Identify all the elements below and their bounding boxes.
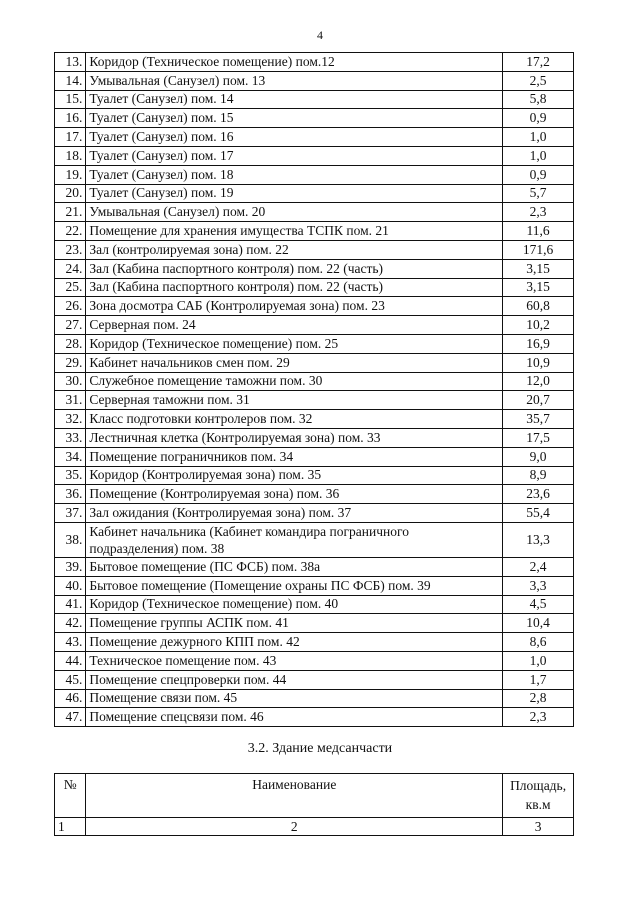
table-row: [55, 447, 574, 466]
row-number: 35.: [55, 466, 86, 485]
room-area: 1,0: [503, 651, 574, 670]
section-heading: 3.2. Здание медсанчасти: [247, 741, 393, 756]
table-row: [55, 316, 574, 335]
row-number: 18.: [55, 146, 86, 165]
room-name: Бытовое помещение (ПС ФСБ) пом. 38а: [86, 557, 503, 576]
room-name: Туалет (Санузел) пом. 19: [86, 184, 503, 203]
room-name: Помещение связи пом. 45: [86, 689, 503, 708]
table-row: [55, 614, 574, 633]
row-number: 43.: [55, 633, 86, 652]
row-number: 39.: [55, 557, 86, 576]
table-row: [55, 576, 574, 595]
header-area: Площадь, кв.м: [503, 774, 574, 818]
table-row: [55, 557, 574, 576]
room-area: 2,5: [503, 71, 574, 90]
table-row: [55, 184, 574, 203]
table-row: [55, 146, 574, 165]
room-name: Зал (Кабина паспортного контроля) пом. 22 (часть): [86, 278, 503, 297]
row-number: 24.: [55, 259, 86, 278]
room-area: 2,3: [503, 708, 574, 727]
room-area: 3,15: [503, 278, 574, 297]
room-area: 171,6: [503, 240, 574, 259]
page-number: 4: [317, 28, 323, 42]
header-name: Наименование: [86, 774, 503, 818]
row-number: 34.: [55, 447, 86, 466]
room-name: Помещение группы АСПК пом. 41: [86, 614, 503, 633]
room-area: 2,3: [503, 203, 574, 222]
room-area: 5,7: [503, 184, 574, 203]
room-name: Помещение пограничников пом. 34: [86, 447, 503, 466]
room-area: 0,9: [503, 109, 574, 128]
room-area: 12,0: [503, 372, 574, 391]
room-area: 1,0: [503, 146, 574, 165]
row-number: 27.: [55, 316, 86, 335]
row-number: 19.: [55, 165, 86, 184]
row-number: 16.: [55, 109, 86, 128]
row-number: 32.: [55, 410, 86, 429]
row-number: 47.: [55, 708, 86, 727]
table-row: [55, 203, 574, 222]
row-number: 37.: [55, 504, 86, 523]
room-area: 2,8: [503, 689, 574, 708]
room-area: 9,0: [503, 447, 574, 466]
table-row: [55, 165, 574, 184]
room-name: Помещение (Контролируемая зона) пом. 36: [86, 485, 503, 504]
room-area: 8,9: [503, 466, 574, 485]
column-number-3: 3: [503, 818, 574, 836]
row-number: 38.: [55, 522, 86, 557]
row-number: 29.: [55, 353, 86, 372]
row-number: 26.: [55, 297, 86, 316]
room-name: Серверная пом. 24: [86, 316, 503, 335]
room-name: Класс подготовки контролеров пом. 32: [86, 410, 503, 429]
room-name: Помещение спецсвязи пом. 46: [86, 708, 503, 727]
room-area: 10,9: [503, 353, 574, 372]
table-row: [55, 71, 574, 90]
room-area: 10,2: [503, 316, 574, 335]
room-name: Зона досмотра САБ (Контролируемая зона) пом. 23: [86, 297, 503, 316]
room-name: Туалет (Санузел) пом. 15: [86, 109, 503, 128]
row-number: 42.: [55, 614, 86, 633]
table-row: [55, 504, 574, 523]
room-area: 3,15: [503, 259, 574, 278]
medical-building-table: [54, 773, 574, 836]
room-area: 1,0: [503, 128, 574, 147]
row-number: 44.: [55, 651, 86, 670]
table-row: [55, 391, 574, 410]
room-area: 55,4: [503, 504, 574, 523]
room-name: Серверная таможни пом. 31: [86, 391, 503, 410]
row-number: 25.: [55, 278, 86, 297]
column-numbers-row: [55, 818, 574, 836]
room-area: 60,8: [503, 297, 574, 316]
table-row: [55, 372, 574, 391]
room-area: 17,2: [503, 53, 574, 72]
room-name: Лестничная клетка (Контролируемая зона) пом. 33: [86, 428, 503, 447]
table-row: [55, 522, 574, 557]
room-name: Зал (контролируемая зона) пом. 22: [86, 240, 503, 259]
header-number: №: [55, 774, 86, 818]
column-number-2: 2: [86, 818, 503, 836]
room-name: Помещение для хранения имущества ТСПК пом. 21: [86, 222, 503, 241]
row-number: 17.: [55, 128, 86, 147]
room-name: Туалет (Санузел) пом. 17: [86, 146, 503, 165]
room-name: Служебное помещение таможни пом. 30: [86, 372, 503, 391]
table-header-row: [55, 774, 574, 818]
row-number: 20.: [55, 184, 86, 203]
row-number: 45.: [55, 670, 86, 689]
room-area: 16,9: [503, 334, 574, 353]
table-row: [55, 428, 574, 447]
row-number: 36.: [55, 485, 86, 504]
row-number: 31.: [55, 391, 86, 410]
row-number: 40.: [55, 576, 86, 595]
room-name: Коридор (Техническое помещение) пом. 40: [86, 595, 503, 614]
room-area: 13,3: [503, 522, 574, 557]
table-row: [55, 278, 574, 297]
table-row: [55, 670, 574, 689]
room-name: Туалет (Санузел) пом. 18: [86, 165, 503, 184]
room-name: Коридор (Контролируемая зона) пом. 35: [86, 466, 503, 485]
row-number: 28.: [55, 334, 86, 353]
table-row: [55, 633, 574, 652]
room-area: 3,3: [503, 576, 574, 595]
room-area: 20,7: [503, 391, 574, 410]
row-number: 41.: [55, 595, 86, 614]
table-row: [55, 353, 574, 372]
row-number: 21.: [55, 203, 86, 222]
column-number-1: 1: [55, 818, 86, 836]
room-area: 8,6: [503, 633, 574, 652]
room-area: 11,6: [503, 222, 574, 241]
room-area: 0,9: [503, 165, 574, 184]
room-area: 23,6: [503, 485, 574, 504]
row-number: 22.: [55, 222, 86, 241]
room-name: Техническое помещение пом. 43: [86, 651, 503, 670]
room-area: 1,7: [503, 670, 574, 689]
room-name: Туалет (Санузел) пом. 16: [86, 128, 503, 147]
room-name: Коридор (Техническое помещение) пом. 25: [86, 334, 503, 353]
row-number: 46.: [55, 689, 86, 708]
table-row: [55, 708, 574, 727]
table-row: [55, 259, 574, 278]
room-area: 5,8: [503, 90, 574, 109]
room-name: Умывальная (Санузел) пом. 20: [86, 203, 503, 222]
table-row: [55, 128, 574, 147]
table-row: [55, 297, 574, 316]
row-number: 30.: [55, 372, 86, 391]
room-name: Туалет (Санузел) пом. 14: [86, 90, 503, 109]
rooms-table: [54, 52, 574, 727]
room-area: 17,5: [503, 428, 574, 447]
room-name: Помещение спецпроверки пом. 44: [86, 670, 503, 689]
row-number: 33.: [55, 428, 86, 447]
row-number: 14.: [55, 71, 86, 90]
table-row: [55, 485, 574, 504]
table-row: [55, 334, 574, 353]
room-name: Зал (Кабина паспортного контроля) пом. 22 (часть): [86, 259, 503, 278]
table-row: [55, 651, 574, 670]
room-area: 2,4: [503, 557, 574, 576]
table-row: [55, 689, 574, 708]
room-area: 35,7: [503, 410, 574, 429]
room-area: 4,5: [503, 595, 574, 614]
room-name: Помещение дежурного КПП пом. 42: [86, 633, 503, 652]
table-row: [55, 410, 574, 429]
table-row: [55, 466, 574, 485]
table-row: [55, 109, 574, 128]
table-row: [55, 222, 574, 241]
table-row: [55, 53, 574, 72]
row-number: 23.: [55, 240, 86, 259]
row-number: 13.: [55, 53, 86, 72]
table-row: [55, 595, 574, 614]
room-area: 10,4: [503, 614, 574, 633]
room-name: Кабинет начальника (Кабинет командира пограничного подразделения) пом. 38: [86, 522, 503, 557]
table-row: [55, 90, 574, 109]
room-name: Коридор (Техническое помещение) пом.12: [86, 53, 503, 72]
table-row: [55, 240, 574, 259]
room-name: Умывальная (Санузел) пом. 13: [86, 71, 503, 90]
room-name: Зал ожидания (Контролируемая зона) пом. 37: [86, 504, 503, 523]
row-number: 15.: [55, 90, 86, 109]
room-name: Бытовое помещение (Помещение охраны ПС ФСБ) пом. 39: [86, 576, 503, 595]
room-name: Кабинет начальников смен пом. 29: [86, 353, 503, 372]
